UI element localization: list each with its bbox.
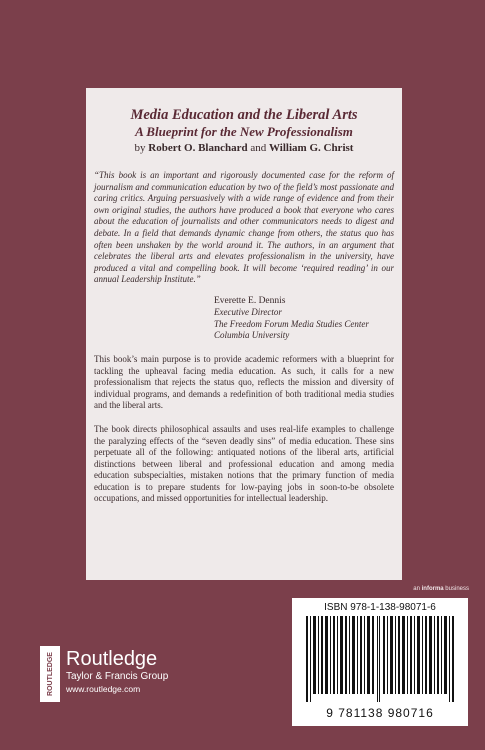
endorser-title: Executive Director [214, 307, 282, 318]
byline-and: and [250, 142, 267, 154]
publisher-group: Taylor & Francis Group [66, 671, 169, 682]
isbn-barcode-box [292, 598, 468, 726]
tagline-prefix: an [413, 586, 422, 592]
publisher-url: www.routledge.com [66, 684, 141, 694]
book-subtitle: A Blueprint for the New Professionalism [135, 124, 353, 139]
barcode-icon [304, 616, 456, 702]
endorsement-quote: “This book is an important and rigorously documented case for the reform of journalism and communication education by two of the field’s most passionate and caring critics. Arguing persuasively with a wide range of evidence and from their own original studies, the authors have produced a book that everyone who cares about the education of journalists and other communicators needs to digest and debate. In a field that demands dynamic change from others, the status quo has often been unshaken by the world around it. The authors, in an argument that celebrates the liberal arts and elevates professionalism in the university, have produced a vital and compelling book. It will become ‘required reading’ in our annual Leadership Institute.” [94, 170, 394, 285]
isbn-label: ISBN 978-1-138-98071-6 [324, 602, 436, 613]
publisher-name: Routledge [66, 648, 158, 670]
book-title: Media Education and the Liberal Arts [130, 107, 358, 123]
author-2: William G. Christ [269, 142, 354, 154]
vertical-logo-text: ROUTLEDGE [46, 652, 54, 696]
text-panel [86, 88, 402, 580]
informa-tagline [413, 586, 469, 592]
endorsement-attribution [214, 296, 394, 342]
endorser-university: Columbia University [214, 330, 290, 341]
description-paragraph-2: The book directs philosophical assaults and uses real-life examples to challenge the paralyzing effects of the “seven deadly sins” of media education. These sins perpetuate all of the following: antiquated notions of the liberal arts, artificial distinctions between liberal and professional education and among media education subspecialties, mistaken notions that the primary function of media education is to prepare students for low-paying jobs in soon-to-be obsolete occupations, and missed opportunities for intellectual leadership. [94, 423, 394, 504]
barcode-number: 9 781138 980716 [326, 706, 434, 720]
endorser-name: Everette E. Dennis [214, 295, 286, 306]
endorser-organization: The Freedom Forum Media Studies Center [214, 318, 369, 329]
byline [94, 141, 394, 156]
tagline-suffix: business [443, 586, 469, 592]
tagline-informa: informa [421, 586, 444, 592]
routledge-logo-icon [40, 646, 60, 702]
publisher-block [66, 648, 168, 695]
author-1: Robert O. Blanchard [148, 142, 248, 154]
byline-by: by [134, 142, 146, 154]
description-paragraph-1: This book’s main purpose is to provide academic reformers with a blueprint for tackling the upheaval facing media education. As such, it calls for a new professionalism that rejects the status quo, reflects the mission and diversity of individual programs, and demands a redefinition of both traditional media studies and the liberal arts. [94, 353, 394, 411]
